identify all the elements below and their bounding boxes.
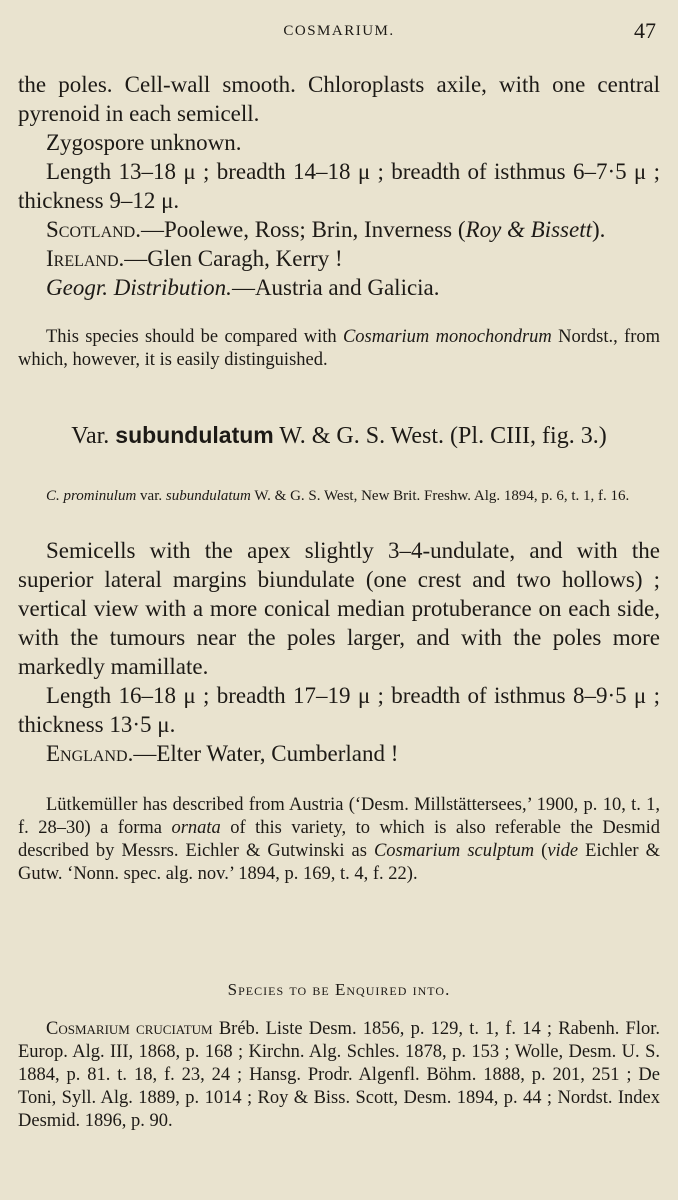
note-text: Eichler & Gutw. ‘Nonn. spec. alg. nov.’ 1894, p. 169, t. 4, f. 22). xyxy=(18,841,661,884)
locality-label: Scotland. xyxy=(46,217,141,242)
variety-measurements: Length 16–18 μ ; breadth 17–19 μ ; breadth of isthmus 8–9·5 μ ; thickness 13·5 μ. xyxy=(18,683,660,737)
note-taxon: Cosmarium monochondrum xyxy=(342,327,552,347)
note-text: ( xyxy=(534,841,548,861)
locality-label: England. xyxy=(46,741,134,766)
synonym-taxon: C. prominulum xyxy=(46,488,137,504)
running-head xyxy=(0,20,678,46)
synonym-text: var. xyxy=(136,488,166,504)
variety-description: Semicells with the apex slightly 3–4-undulate, and with the superior lateral margins biundulate (one crest and two hollows) ; vertical view with a more conical median protuberance on each side, with the tumours near the poles larger, and with the poles more markedly mamillate. xyxy=(18,538,660,679)
collector-names: Roy & Bissett xyxy=(465,217,592,242)
running-title: COSMARIUM. xyxy=(283,23,395,39)
distribution-text: —Austria and Galicia. xyxy=(231,275,440,300)
note-text: Nordst., from which, however, it is easily distinguished. xyxy=(18,327,661,370)
locality-text: —Poolewe, Ross; Brin, Inverness ( xyxy=(140,217,466,242)
synonym-reference: W. & G. S. West, New Brit. Freshw. Alg. 1894, p. 6, t. 1, f. 16. xyxy=(250,488,630,504)
note-text: This species should be compared with xyxy=(46,327,343,347)
page-number: 47 xyxy=(634,18,656,43)
locality-text: —Elter Water, Cumberland ! xyxy=(133,741,399,766)
enquiry-taxon: Cosmarium cruciatum xyxy=(46,1019,213,1039)
zygospore-line: Zygospore unknown. xyxy=(46,130,242,155)
geographic-distribution xyxy=(18,273,660,302)
enquiry-block xyxy=(18,1018,660,1133)
variety-heading xyxy=(18,420,660,451)
note-vide: vide xyxy=(547,841,579,861)
enquiry-references: Bréb. Liste Desm. 1856, p. 129, t. 1, f. 14 ; Rabenh. Flor. Europ. Alg. III, 1868, p. 168 ; Kirchn. Alg. Schles. 1878, p. 153 ; Wolle, Desm. U. S. 1884, p. 81. t. 18, f. 23, 24 ; Hansg. Prodr. Algenfl. Böhm. 1888, p. 201, 251 ; De Toni, Syll. Alg. 1889, p. 1014 ; Roy & Biss. Scott, Desm. 1894, p. 44 ; Nordst. Index Desmid. 1896, p. 90. xyxy=(18,1019,661,1131)
species-note xyxy=(18,326,660,372)
description-continuation: the poles. Cell-wall smooth. Chloroplasts axile, with one central pyrenoid in each semicell. xyxy=(18,72,660,126)
variety-authority: W. & G. S. West. (Pl. CIII, fig. 3.) xyxy=(273,423,607,449)
locality-text: —Glen Caragh, Kerry ! xyxy=(124,246,343,271)
locality-ireland xyxy=(18,244,660,273)
note-text: Lütkemüller has described from Austria (‘Desm. Millstättersees,’ 1900, p. 10, t. 1, f. 28–30) a forma xyxy=(18,795,660,838)
species-block xyxy=(18,70,660,302)
enquiry-heading xyxy=(18,980,660,1000)
synonym xyxy=(18,487,660,506)
note-taxon: Cosmarium sculptum xyxy=(373,841,535,861)
variety-prefix: Var. xyxy=(71,423,116,449)
locality-label: Ireland. xyxy=(46,246,125,271)
locality-scotland xyxy=(18,215,660,244)
note-forma: ornata xyxy=(171,818,221,838)
variety-block xyxy=(18,536,660,768)
measurements: Length 13–18 μ ; breadth 14–18 μ ; breadth of isthmus 6–7·5 μ ; thickness 9–12 μ. xyxy=(18,159,660,213)
distribution-label: Geogr. Distribution. xyxy=(46,275,232,300)
variety-name: subundulatum xyxy=(115,422,274,448)
synonym-variety: subundulatum xyxy=(165,488,251,504)
section-title: Species to be Enquired into. xyxy=(227,980,451,999)
locality-england xyxy=(18,739,660,768)
variety-note xyxy=(18,794,660,886)
locality-close: ). xyxy=(592,217,606,242)
note-text: of this variety, to which is also referable the Desmid described by Messrs. Eichler & Gutwinski as xyxy=(18,818,660,861)
